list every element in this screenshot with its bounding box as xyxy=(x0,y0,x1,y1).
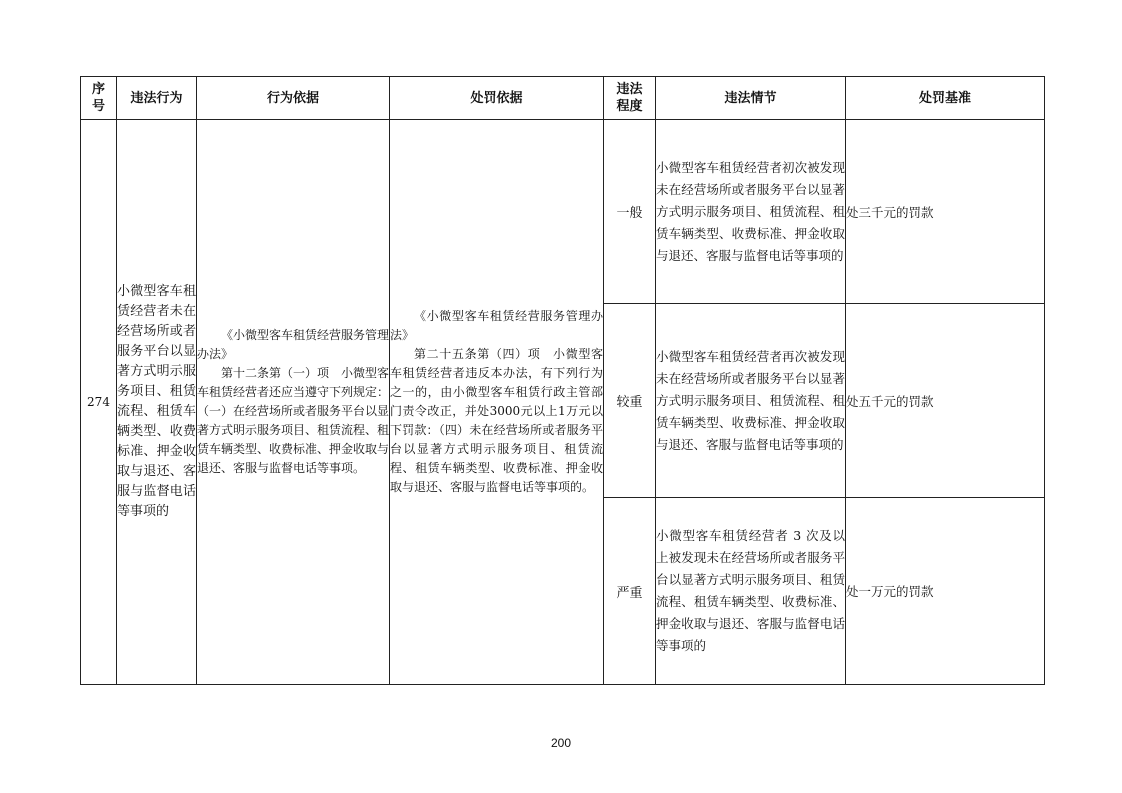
penalty-basis-law: 《小微型客车租赁经营服务管理办法》 xyxy=(390,309,603,342)
header-standard xyxy=(846,77,1045,120)
penalty-basis-cell xyxy=(390,120,604,685)
header-behavior-basis-label: 行为依据 xyxy=(266,90,319,106)
header-behavior xyxy=(117,77,197,120)
behavior-cell: 小微型客车租赁经营者未在经营场所或者服务平台以显著方式明示服务项目、租赁流程、租赁车辆类型、收费标准、押金收取与退还、客服与监督电话等事项的 xyxy=(117,120,197,685)
header-behavior-label: 违法行为 xyxy=(130,90,183,106)
header-seq-label: 序号 xyxy=(92,82,106,114)
penalty-basis-clause: 第二十五条第（四）项 小微型客车租赁经营者违反本办法，有下列行为之一的，由小微型客车租赁行政主管部门责令改正，并处3000元以上1万元以下罚款：（四）未在经营场所或者服务平台以显著方式明示服务项目、租赁流程、租赁车辆类型、收费标准、押金收取与退还、客服与监督电话等事项的。 xyxy=(390,347,603,494)
standard-cell-general: 处三千元的罚款 xyxy=(846,120,1045,304)
circumstance-cell-serious: 小微型客车租赁经营者再次被发现未在经营场所或者服务平台以显著方式明示服务项目、租赁流程、租赁车辆类型、收费标准、押金收取与退还、客服与监督电话等事项的 xyxy=(656,304,846,498)
degree-cell-severe: 严重 xyxy=(604,498,656,685)
header-penalty-basis xyxy=(390,77,604,120)
header-circumstance xyxy=(656,77,846,120)
header-penalty-basis-label: 处罚依据 xyxy=(470,90,523,106)
header-seq xyxy=(81,77,117,120)
penalty-table xyxy=(80,76,1045,685)
degree-cell-general: 一般 xyxy=(604,120,656,304)
header-degree-label: 违法程度 xyxy=(616,82,643,114)
table-row-general xyxy=(81,120,1045,304)
circumstance-cell-general: 小微型客车租赁经营者初次被发现未在经营场所或者服务平台以显著方式明示服务项目、租赁流程、租赁车辆类型、收费标准、押金收取与退还、客服与监督电话等事项的 xyxy=(656,120,846,304)
behavior-basis-law: 《小微型客车租赁经营服务管理办法》 xyxy=(197,328,390,361)
degree-cell-serious: 较重 xyxy=(604,304,656,498)
header-behavior-basis xyxy=(197,77,390,120)
behavior-basis-cell xyxy=(197,120,390,685)
page-number: 200 xyxy=(550,736,572,750)
header-row xyxy=(81,77,1045,120)
standard-cell-serious: 处五千元的罚款 xyxy=(846,304,1045,498)
seq-cell: 274 xyxy=(81,120,117,685)
header-degree xyxy=(604,77,656,120)
header-circumstance-label: 违法情节 xyxy=(724,90,777,106)
circumstance-cell-severe: 小微型客车租赁经营者 3 次及以上被发现未在经营场所或者服务平台以显著方式明示服务项目、租赁流程、租赁车辆类型、收费标准、押金收取与退还、客服与监督电话等事项的 xyxy=(656,498,846,685)
behavior-basis-clause: 第十二条第（一）项 小微型客车租赁经营者还应当遵守下列规定：（一）在经营场所或者服务平台以显著方式明示服务项目、租赁流程、租赁车辆类型、收费标准、押金收取与退还、客服与监督电话等事项。 xyxy=(197,366,390,475)
header-standard-label: 处罚基准 xyxy=(918,90,971,106)
standard-cell-severe: 处一万元的罚款 xyxy=(846,498,1045,685)
